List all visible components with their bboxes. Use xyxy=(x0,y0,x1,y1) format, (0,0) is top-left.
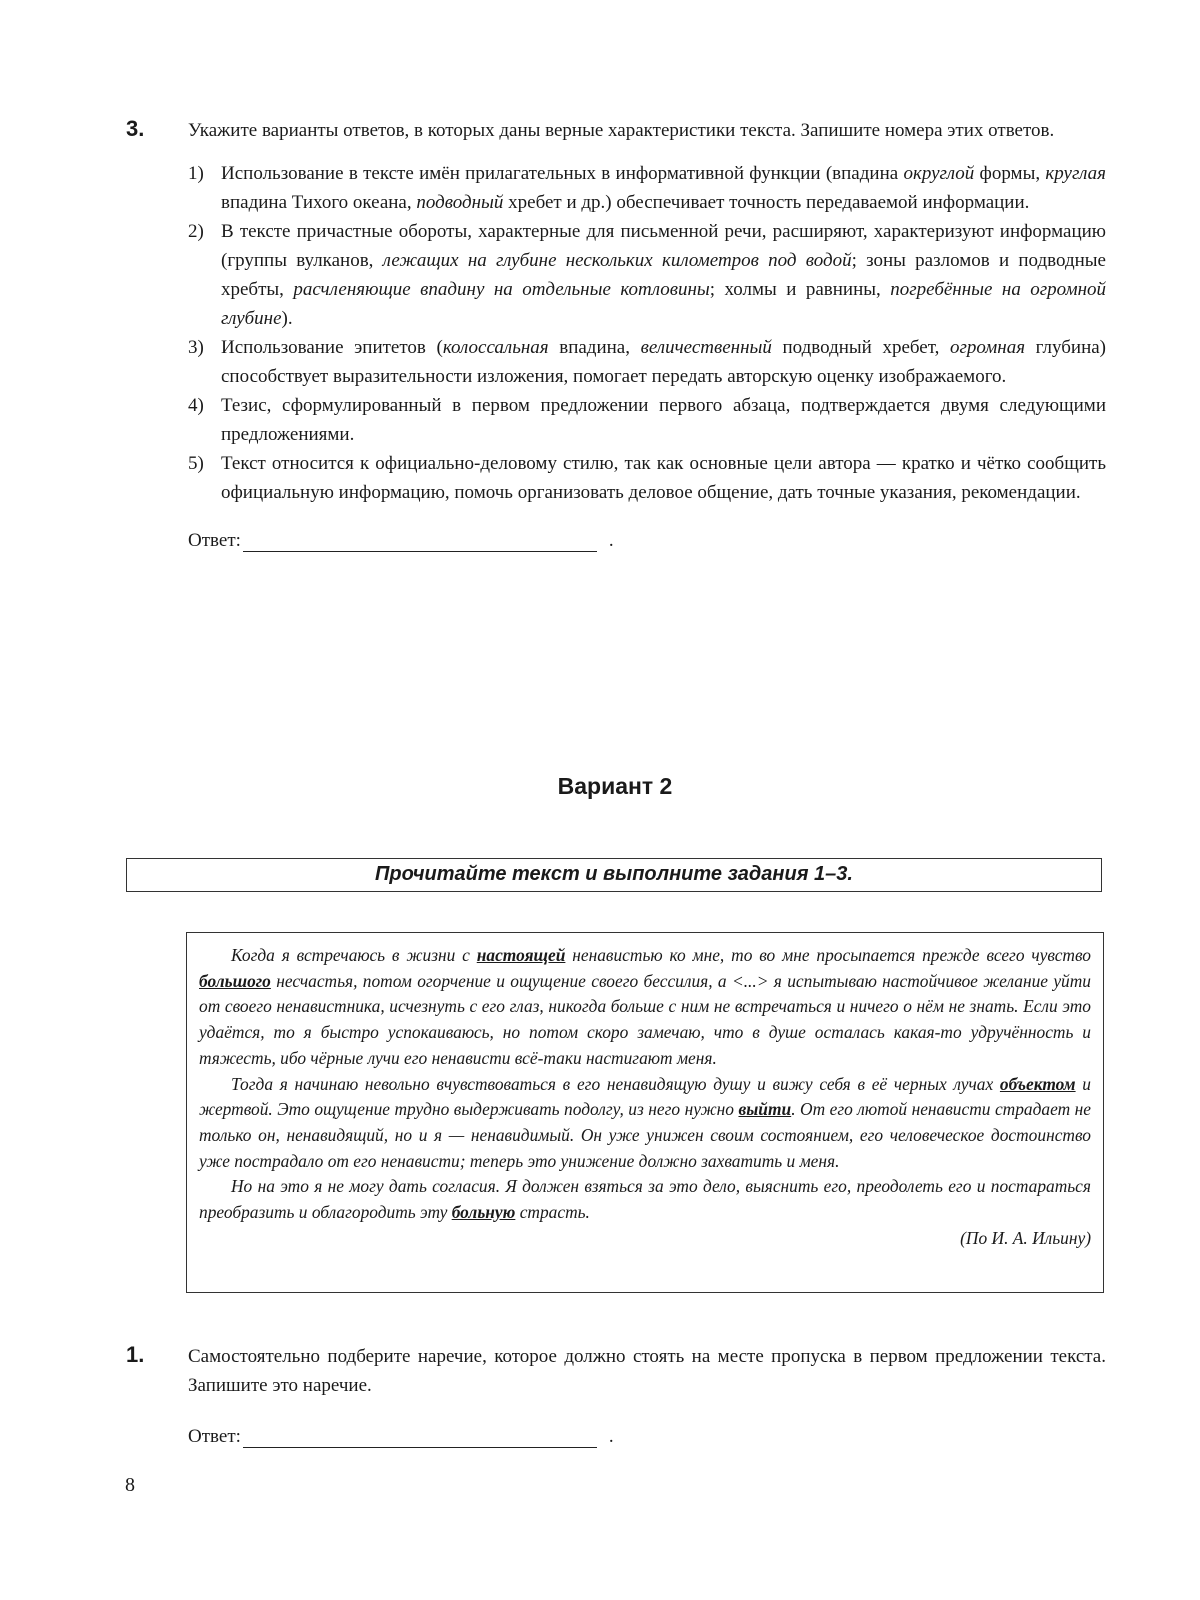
task-number: 1. xyxy=(126,1342,145,1367)
answer-option xyxy=(188,217,1106,333)
answer-period: . xyxy=(608,530,614,551)
italic-text: круглая xyxy=(1045,163,1106,184)
text-run: ; зоны разломов и подводные хребты, xyxy=(221,250,1106,300)
page-number: 8 xyxy=(125,1474,135,1496)
answer-line[interactable] xyxy=(243,531,597,552)
text-run: ; холмы и равнины, xyxy=(709,279,891,300)
text-run: . От его лютой ненависти страдает не только он, ненавидящий, но и я — ненавидимый. Он уже унижен своим состоянием, его человеческое достоинство уже пострадало от его ненависти; теперь это унижение должно захватить и меня. xyxy=(199,1099,1091,1171)
text-run: впадина Тихого океана, xyxy=(221,192,417,213)
reading-passage xyxy=(186,932,1104,1293)
task-3 xyxy=(126,116,1106,552)
option-number: 3) xyxy=(188,337,204,358)
highlighted-word: больную xyxy=(451,1202,516,1223)
answer-field xyxy=(188,1426,1106,1448)
task-number: 3. xyxy=(126,116,145,141)
answer-period: . xyxy=(608,1426,614,1447)
task-prompt: Самостоятельно подберите наречие, которое должно стоять на месте пропуска в первом предложении текста. Запишите это наречие. xyxy=(188,1346,1106,1396)
italic-text: огромная xyxy=(949,337,1026,358)
task-1 xyxy=(126,1342,1106,1448)
passage-paragraph xyxy=(199,1174,1091,1225)
text-run: Когда я встречаюсь в жизни с xyxy=(231,945,477,965)
text-run: подводный хребет, xyxy=(771,337,950,358)
answer-option xyxy=(188,449,1106,507)
option-number: 1) xyxy=(188,163,204,184)
task-prompt: Укажите варианты ответов, в которых даны верные характеристики текста. Запишите номера этих ответов. xyxy=(188,120,1055,141)
answer-label: Ответ: xyxy=(188,1426,241,1447)
answer-option xyxy=(188,391,1106,449)
text-run: страсть. xyxy=(515,1202,590,1223)
text-run: хребет и др.) обеспечивает точность передаваемой информации. xyxy=(503,192,1030,213)
text-run: Но на это я не могу дать согласия. Я должен взяться за это дело, выяснить его, преодолеть его и постараться преобразить и облагородить эту xyxy=(199,1176,1091,1223)
answer-options xyxy=(188,159,1106,507)
highlighted-word: объектом xyxy=(999,1073,1076,1094)
highlighted-word: настоящей xyxy=(476,945,566,965)
italic-text: погребённые на огромной глубине xyxy=(221,279,1107,329)
text-run: Текст относится к официально-деловому стилю, так как основные цели автора — кратко и чётко сообщить официальную информацию, помочь организовать деловое общение, дать точные указания, рекомендации. xyxy=(221,453,1106,503)
text-run: несчастья, потом огорчение и ощущение своего бессилия, а <...> я испытываю настойчивое желание уйти от своего ненавистника, исчезнуть с его глаз, никогда больше с ним не встречаться и ничего о нём не знать. Если это удаётся, то я быстро успокаиваюсь, но потом скоро замечаю, что в душе осталась какая-то удручённость и тяжесть, ибо чёрные лучи его ненависти всё-таки настигают меня. xyxy=(199,970,1091,1068)
italic-text: округлой xyxy=(903,163,975,184)
passage-paragraph xyxy=(199,1072,1091,1175)
text-run: Тезис, сформулированный в первом предложении первого абзаца, подтверждается двумя следующими предложениями. xyxy=(221,395,1106,445)
answer-label: Ответ: xyxy=(188,530,241,551)
answer-option xyxy=(188,333,1106,391)
italic-text: величественный xyxy=(640,337,772,358)
text-run: ). xyxy=(281,308,293,329)
answer-line[interactable] xyxy=(243,1427,597,1448)
option-number: 2) xyxy=(188,221,204,242)
text-run: Использование эпитетов ( xyxy=(221,337,443,358)
highlighted-word: выйти xyxy=(738,1099,792,1120)
italic-text: лежащих на глубине нескольких километров под водой xyxy=(382,250,852,271)
option-number: 5) xyxy=(188,453,204,474)
answer-field xyxy=(188,530,1106,552)
passage-paragraph xyxy=(199,943,1091,1072)
text-run: глубина) способствует выразительности изложения, помогает передать авторскую оценку изображаемого. xyxy=(221,337,1106,387)
text-run: и жертвой. Это ощущение трудно выдерживать подолгу, из него нужно xyxy=(199,1073,1091,1120)
italic-text: расчленяющие впадину на отдельные котловины xyxy=(293,279,710,300)
italic-text: подводный xyxy=(416,192,504,213)
option-number: 4) xyxy=(188,395,204,416)
italic-text: колоссальная xyxy=(442,337,549,358)
answer-option xyxy=(188,159,1106,217)
highlighted-word: большого xyxy=(199,970,271,991)
text-run: Использование в тексте имён прилагательных в информативной функции (впадина xyxy=(221,163,904,184)
instruction-box: Прочитайте текст и выполните задания 1–3. xyxy=(126,858,1102,892)
passage-source: (По И. А. Ильину) xyxy=(960,1227,1091,1248)
text-run: впадина, xyxy=(548,337,641,358)
text-run: формы, xyxy=(974,163,1046,184)
text-run: В тексте причастные обороты, характерные для письменной речи, расширяют, характеризуют информацию (группы вулканов, xyxy=(221,221,1106,271)
text-run: ненавистью ко мне, то во мне просыпается прежде всего чувство xyxy=(565,945,1091,965)
text-run: Тогда я начинаю невольно вчувствоваться в его ненавидящую душу и вижу себя в её черных лучах xyxy=(231,1073,1000,1094)
variant-title: Вариант 2 xyxy=(557,773,673,799)
